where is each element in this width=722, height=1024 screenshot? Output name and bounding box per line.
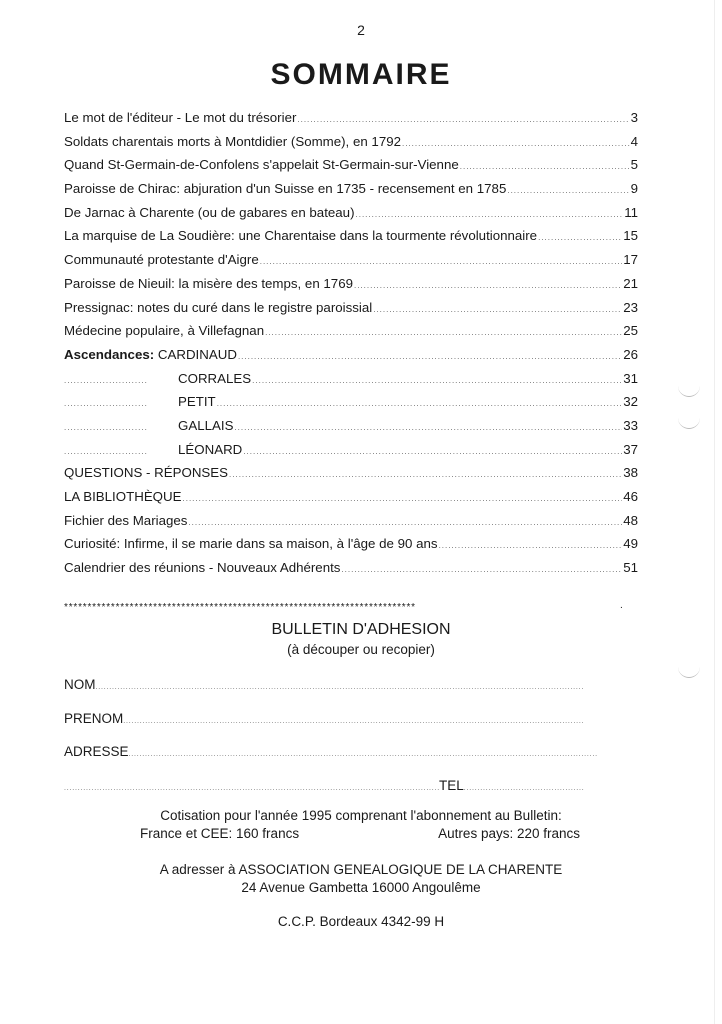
adresse-field[interactable] <box>64 744 598 759</box>
nom-dot-line[interactable] <box>96 684 585 691</box>
dot-leader <box>341 565 622 574</box>
page-title: SOMMAIRE <box>270 58 452 91</box>
toc-entry <box>64 300 638 324</box>
dot-leader <box>265 328 622 337</box>
prenom-dot-line[interactable] <box>123 718 584 725</box>
toc-entry-label: Pressignac: notes du curé dans le registre paroissial <box>64 299 373 315</box>
dot-leader <box>356 210 624 219</box>
toc-entry-page: 25 <box>623 323 638 339</box>
toc-entry-page: 31 <box>623 370 638 386</box>
dot-leader <box>234 423 622 432</box>
dot-leader <box>260 257 622 266</box>
dot-leader <box>229 470 622 479</box>
toc-entry-page: 26 <box>623 346 638 362</box>
toc-entry-ascendance <box>64 418 638 442</box>
indent-dot-leader <box>64 423 148 432</box>
toc-entry-page: 15 <box>623 228 638 244</box>
punch-hole-mark <box>678 386 700 397</box>
price-france: France et CEE: 160 francs <box>140 826 300 841</box>
toc-entry-page: 5 <box>630 157 638 173</box>
indent-dot-leader <box>64 376 148 385</box>
ascendances-heading: Ascendances: <box>64 346 155 362</box>
toc-entry-page: 49 <box>623 536 638 552</box>
toc-entry-page: 48 <box>623 512 638 528</box>
prenom-field[interactable] <box>64 711 584 726</box>
dot-leader <box>297 115 629 124</box>
toc-entry-ascendance <box>64 347 638 371</box>
toc-entry-page: 21 <box>623 275 638 291</box>
prenom-label: PRENOM <box>64 711 124 726</box>
address-line-2: 24 Avenue Gambetta 16000 Angoulême <box>241 880 481 895</box>
toc-entry <box>64 110 638 134</box>
dot-leader <box>507 186 629 195</box>
toc-entry <box>64 276 638 300</box>
toc-entry-label: CORRALES <box>178 370 252 386</box>
toc-entry-label: Médecine populaire, à Villefagnan <box>64 323 265 339</box>
toc-entry <box>64 181 638 205</box>
toc-entry-page: 23 <box>623 299 638 315</box>
toc-entry-label: Quand St-Germain-de-Confolens s'appelait St-Germain-sur-Vienne <box>64 157 459 173</box>
toc-entry <box>64 536 638 560</box>
tel-dot-line[interactable] <box>464 785 584 792</box>
toc-entry-label: Calendrier des réunions - Nouveaux Adhérents <box>64 560 341 576</box>
punch-hole-mark <box>678 667 700 678</box>
toc-entry-page: 4 <box>630 133 638 149</box>
toc-entry-label: Curiosité: Infirme, il se marie dans sa maison, à l'âge de 90 ans <box>64 536 438 552</box>
indent-dot-leader <box>64 399 148 408</box>
nom-field[interactable] <box>64 677 584 692</box>
toc-entry <box>64 489 638 513</box>
toc-entry-label: QUESTIONS - RÉPONSES <box>64 465 229 481</box>
dot-leader <box>238 352 622 361</box>
separator-dot: . <box>620 600 623 611</box>
tel-label: TEL <box>439 778 464 793</box>
dot-leader <box>538 233 622 242</box>
dot-leader <box>188 518 622 527</box>
toc-entry-page: 51 <box>623 560 638 576</box>
toc-entry <box>64 134 638 158</box>
price-other: Autres pays: 220 francs <box>438 826 580 841</box>
toc-entry <box>64 205 638 229</box>
price-row <box>140 826 580 841</box>
nom-label: NOM <box>64 677 96 692</box>
toc-entry-label: De Jarnac à Charente (ou de gabares en bateau) <box>64 204 355 220</box>
toc-entry <box>64 228 638 252</box>
toc-entry-label: Fichier des Mariages <box>64 512 188 528</box>
adresse-continuation-dot-line[interactable] <box>64 785 439 792</box>
toc-entry-page: 32 <box>623 394 638 410</box>
toc-entry <box>64 323 638 347</box>
toc-entry-label: LÉONARD <box>178 441 243 457</box>
toc-entry <box>64 252 638 276</box>
cotisation-text: Cotisation pour l'année 1995 comprenant l'abonnement au Bulletin: <box>160 808 562 823</box>
dot-leader <box>252 376 622 385</box>
ccp-text: C.C.P. Bordeaux 4342-99 H <box>277 914 445 929</box>
dot-leader <box>373 305 622 314</box>
dot-leader <box>439 541 623 550</box>
toc-entry-label: Paroisse de Chirac: abjuration d'un Suisse en 1735 - recensement en 1785 <box>64 181 507 197</box>
toc-entry-label: GALLAIS <box>178 417 234 433</box>
address-line-1: A adresser à ASSOCIATION GENEALOGIQUE DE LA CHARENTE <box>159 862 563 877</box>
toc-entry-page: 3 <box>630 110 638 125</box>
form-title: BULLETIN D'ADHESION <box>271 621 451 638</box>
toc-entry <box>64 560 638 584</box>
toc-entry <box>64 465 638 489</box>
toc-entry-label: PETIT <box>178 394 216 410</box>
toc-entry-page: 33 <box>623 417 638 433</box>
dot-leader <box>243 447 622 456</box>
toc-entry-page: 9 <box>630 181 638 197</box>
dot-leader <box>354 281 622 290</box>
indent-dot-leader <box>64 447 148 456</box>
toc-entry-ascendance <box>64 394 638 418</box>
table-of-contents <box>64 110 638 584</box>
toc-entry-page: 38 <box>623 465 638 481</box>
toc-entry <box>64 513 638 537</box>
dot-leader <box>402 139 630 148</box>
punch-hole-mark <box>678 418 700 429</box>
toc-entry-page: 37 <box>623 441 638 457</box>
toc-entry-label: La marquise de La Soudière: une Charentaise dans la tourmente révolutionnaire <box>64 228 538 244</box>
toc-entry-label: Communauté protestante d'Aigre <box>64 252 259 268</box>
dot-leader <box>460 162 630 171</box>
dot-leader <box>183 494 623 503</box>
star-separator: *************************************************************************** <box>64 602 416 613</box>
toc-entry-page: 46 <box>623 489 638 504</box>
toc-entry <box>64 157 638 181</box>
toc-entry-label: LA BIBLIOTHÈQUE <box>64 489 182 504</box>
toc-entry-ascendance <box>64 371 638 395</box>
adresse-dot-line[interactable] <box>129 751 598 758</box>
toc-entry-ascendance <box>64 442 638 466</box>
toc-entry-label: CARDINAUD <box>157 346 237 362</box>
adresse-label: ADRESSE <box>64 744 129 759</box>
toc-entry-label: Paroisse de Nieuil: la misère des temps, en 1769 <box>64 275 353 291</box>
page-number: 2 <box>357 22 365 38</box>
dot-leader <box>217 399 623 408</box>
toc-entry-label: Soldats charentais morts à Montdidier (Somme), en 1792 <box>64 133 402 149</box>
toc-entry-label: Le mot de l'éditeur - Le mot du trésorier <box>64 110 297 125</box>
toc-entry-page: 17 <box>623 252 638 268</box>
form-subtitle: (à découper ou recopier) <box>287 642 435 657</box>
page-edge <box>714 0 715 1024</box>
toc-entry-page: 11 <box>624 204 638 220</box>
tel-field[interactable] <box>64 778 584 793</box>
